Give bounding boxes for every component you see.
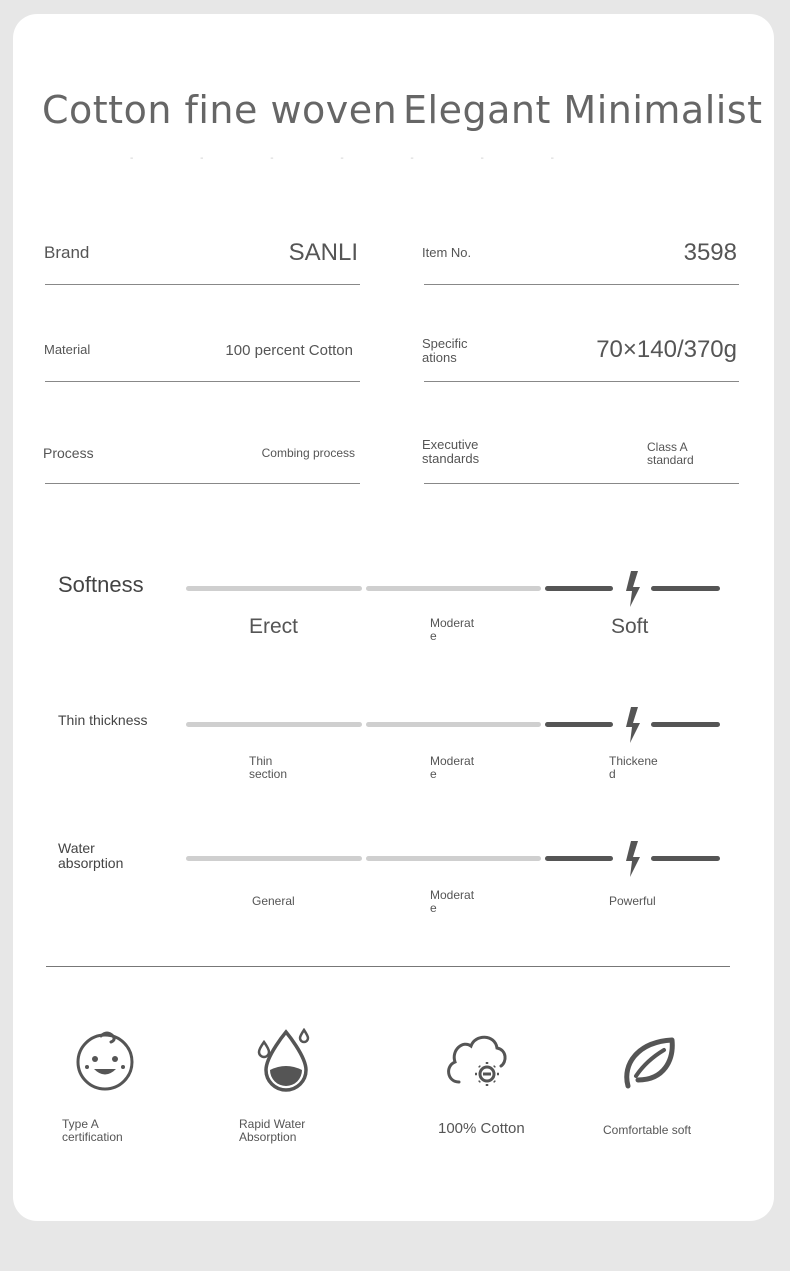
meter-label: Water absorption [58, 840, 124, 871]
spec-value-specifications: 70×140/370g [596, 336, 737, 363]
spec-value-process: Combing process [261, 446, 355, 460]
spec-value-brand: SANLI [288, 239, 358, 266]
meter-segment-active [545, 722, 613, 727]
meter-tick: Thickene d [609, 754, 658, 781]
spec-value-item-no: 3598 [683, 239, 737, 266]
section-divider [46, 966, 730, 967]
meter-tick: Soft [611, 615, 649, 638]
spec-value-material: 100 percent Cotton [225, 342, 353, 359]
spec-label-specifications: Specific ations [422, 336, 468, 365]
spec-rule [45, 284, 360, 285]
meter-segment-active [545, 586, 613, 591]
headline-dots: - - - - - - - [130, 153, 586, 164]
meter-segment-active [651, 586, 720, 591]
meter-tick: General [252, 894, 295, 908]
meter-segment [186, 722, 362, 727]
cotton-cloud-icon [443, 1026, 507, 1090]
meter-tick: Moderat e [430, 888, 475, 915]
meter-tick: Thin section [249, 754, 288, 781]
leaf-icon [620, 1030, 684, 1094]
spec-value-executive-standards: Class A standard [647, 440, 694, 467]
meter-segment [186, 586, 362, 591]
meter-tick: Moderat e [430, 754, 475, 781]
headline-right: Elegant Minimalist [403, 88, 763, 132]
meter-segment-active [651, 722, 720, 727]
meter-segment [366, 586, 541, 591]
meter-segment [366, 722, 541, 727]
meter-segment-active [545, 856, 613, 861]
headline-left: Cotton fine woven [42, 88, 398, 132]
meter-label: Thin thickness [58, 712, 148, 728]
spec-label-item-no: Item No. [422, 245, 472, 260]
feature-label: Comfortable soft [603, 1123, 692, 1137]
water-drop-icon [256, 1028, 320, 1092]
spec-label-process: Process [43, 445, 94, 461]
meter-tick: Moderat e [430, 616, 475, 643]
spec-rule [424, 483, 739, 484]
spec-label-material: Material [44, 342, 91, 357]
bolt-indicator-icon [623, 841, 641, 877]
meter-tick: Powerful [609, 894, 656, 908]
spec-rule [45, 381, 360, 382]
feature-label: 100% Cotton [438, 1120, 525, 1137]
spec-rule [424, 381, 739, 382]
meter-label: Softness [58, 572, 144, 597]
meter-segment [366, 856, 541, 861]
bolt-indicator-icon [623, 571, 641, 607]
bolt-indicator-icon [623, 707, 641, 743]
spec-rule [45, 483, 360, 484]
spec-label-brand: Brand [44, 243, 90, 262]
baby-face-icon [73, 1028, 137, 1092]
meter-tick: Erect [249, 615, 299, 638]
meter-segment [186, 856, 362, 861]
feature-label: Rapid Water Absorption [239, 1117, 306, 1144]
spec-label-executive-standards: Executive standards [422, 437, 480, 466]
feature-label: Type A certification [62, 1117, 123, 1144]
spec-rule [424, 284, 739, 285]
meter-segment-active [651, 856, 720, 861]
